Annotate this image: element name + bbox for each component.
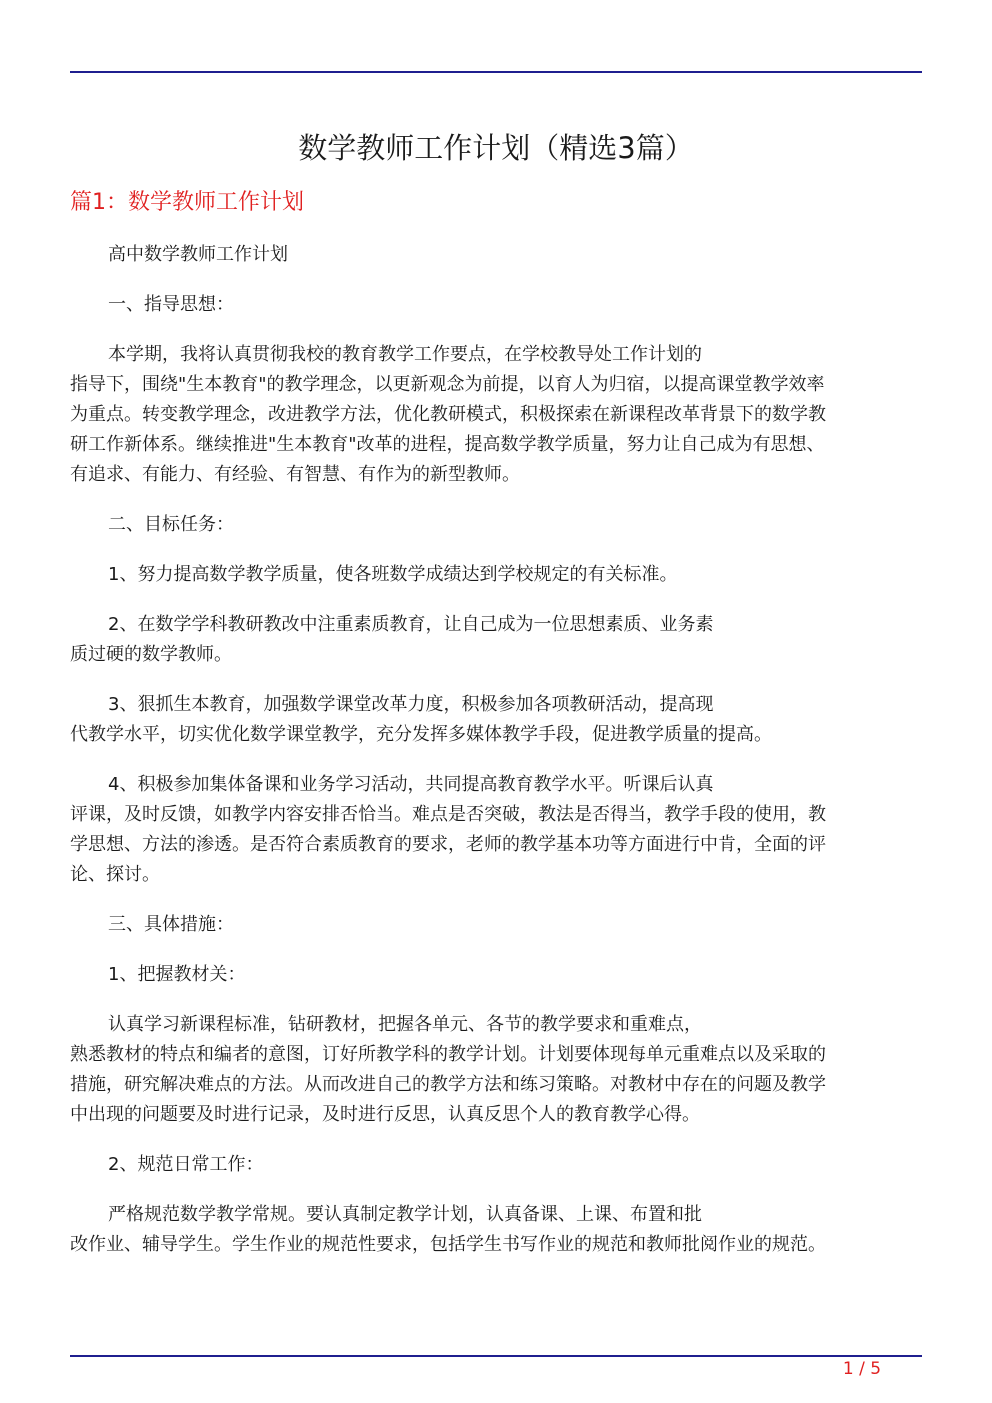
paragraph-line: 论、探讨。 [70, 864, 160, 885]
paragraph [70, 560, 915, 590]
paragraph [70, 340, 915, 490]
paragraph-line: 1、把握教材关： [108, 964, 246, 985]
paragraph [70, 960, 915, 990]
paragraph-line: 有追求、有能力、有经验、有智慧、有作为的新型教师。 [70, 464, 520, 485]
paragraph [70, 770, 915, 890]
paragraph-line: 3、狠抓生本教育，加强数学课堂改革力度，积极参加各项教研活动，提高现 [108, 694, 714, 715]
paragraph-line: 认真学习新课程标准，钻研教材，把握各单元、各节的教学要求和重难点， [108, 1014, 702, 1035]
paragraph-line: 措施，研究解决难点的方法。从而改进自己的教学方法和练习策略。对教材中存在的问题及教学 [70, 1074, 826, 1095]
paragraph-line: 评课，及时反馈，如教学内容安排否恰当。难点是否突破，教法是否得当，教学手段的使用，教 [70, 804, 826, 825]
paragraph-line: 研工作新体系。继续推进"生本教育"改革的进程，提高数学教学质量，努力让自己成为有思想、 [70, 434, 825, 455]
paragraph-line: 质过硬的数学教师。 [70, 644, 232, 665]
footer-rule [70, 1355, 922, 1357]
paragraph-line: 4、积极参加集体备课和业务学习活动，共同提高教育教学水平。听课后认真 [108, 774, 714, 795]
paragraph-line: 学思想、方法的渗透。是否符合素质教育的要求，老师的教学基本功等方面进行中肯，全面的评 [70, 834, 826, 855]
header-rule [70, 71, 922, 73]
paragraph-line: 二、目标任务： [108, 514, 234, 535]
paragraph [70, 910, 915, 940]
section-heading: 篇1：数学教师工作计划 [70, 190, 304, 215]
paragraph [70, 510, 915, 540]
document-title: 数学教师工作计划（精选3篇） [298, 131, 694, 165]
page-number: 1 / 5 [842, 1359, 882, 1379]
paragraph-line: 三、具体措施： [108, 914, 234, 935]
paragraph [70, 240, 915, 270]
paragraph [70, 690, 915, 750]
paragraph-line: 一、指导思想： [108, 294, 234, 315]
paragraph [70, 1010, 915, 1130]
paragraph-line: 为重点。转变教学理念，改进教学方法，优化教研模式，积极探索在新课程改革背景下的数学教 [70, 404, 826, 425]
paragraph-line: 改作业、辅导学生。学生作业的规范性要求，包括学生书写作业的规范和教师批阅作业的规范。 [70, 1234, 826, 1255]
paragraph-line: 本学期，我将认真贯彻我校的教育教学工作要点，在学校教导处工作计划的 [108, 344, 702, 365]
paragraph [70, 290, 915, 320]
paragraph-line: 指导下，围绕"生本教育"的教学理念，以更新观念为前提，以育人为归宿，以提高课堂教学效率 [70, 374, 825, 395]
document-body [70, 240, 915, 1280]
paragraph-line: 2、规范日常工作： [108, 1154, 264, 1175]
paragraph-line: 严格规范数学教学常规。要认真制定教学计划，认真备课、上课、布置和批 [108, 1204, 702, 1225]
paragraph-line: 熟悉教材的特点和编者的意图，订好所教学科的教学计划。计划要体现每单元重难点以及采取的 [70, 1044, 826, 1065]
paragraph [70, 1200, 915, 1260]
paragraph-line: 中出现的问题要及时进行记录，及时进行反思，认真反思个人的教育教学心得。 [70, 1104, 700, 1125]
paragraph-line: 1、努力提高数学教学质量，使各班数学成绩达到学校规定的有关标准。 [108, 564, 678, 585]
paragraph-line: 代教学水平，切实优化数学课堂教学，充分发挥多媒体教学手段，促进教学质量的提高。 [70, 724, 772, 745]
paragraph-line: 高中数学教师工作计划 [108, 244, 288, 265]
paragraph-line: 2、在数学学科教研教改中注重素质教育，让自己成为一位思想素质、业务素 [108, 614, 714, 635]
paragraph [70, 610, 915, 670]
paragraph [70, 1150, 915, 1180]
